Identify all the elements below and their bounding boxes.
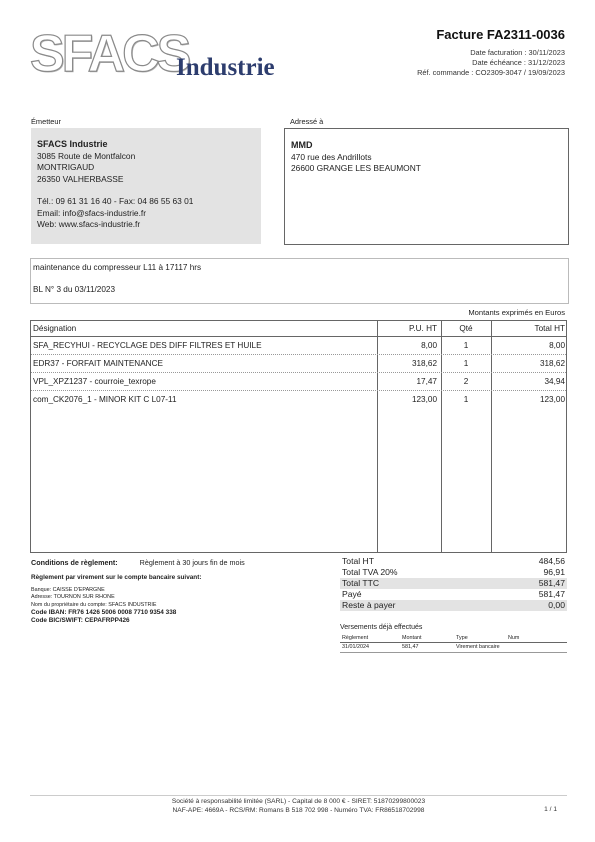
row-qte: 1 xyxy=(463,395,469,404)
recipient-box xyxy=(284,128,569,245)
payments-header-montant: Montant xyxy=(402,635,422,641)
header-total: Total HT xyxy=(534,324,565,333)
total-label: Reste à payer xyxy=(342,600,396,610)
payment-conditions xyxy=(31,558,245,567)
note-line1: maintenance du compresseur L11 à 17117 hrs xyxy=(33,263,202,272)
table-row xyxy=(31,355,566,373)
total-label: Total TVA 20% xyxy=(342,567,398,577)
total-value: 96,91 xyxy=(543,567,565,577)
header-pu: P.U. HT xyxy=(408,324,437,333)
bank-bic: Code BIC/SWIFT: CEPAFRPP426 xyxy=(31,617,130,625)
emitter-label: Émetteur xyxy=(31,117,61,126)
total-label: Total TTC xyxy=(342,578,380,588)
payments-table xyxy=(340,634,567,653)
paid-row xyxy=(340,589,567,600)
payments-header-reglement: Règlement xyxy=(342,635,369,641)
table-row xyxy=(31,337,566,355)
footer-line1: Société à responsabilité limitée (SARL) - Capital de 8 000 € - SIRET: 51870299800023 xyxy=(171,798,426,805)
total-ttc-row xyxy=(340,578,567,589)
payments-title: Versements déjà effectués xyxy=(340,624,423,631)
total-label: Payé xyxy=(342,589,362,599)
emitter-address3: 26350 VALHERBASSE xyxy=(37,173,124,184)
totals-block xyxy=(340,556,567,611)
emitter-address1: 3085 Route de Montfalcon xyxy=(37,150,136,161)
row-designation: SFA_RECYHUI - RECYCLAGE DES DIFF FILTRES ET HUILE xyxy=(33,341,262,350)
row-pu: 123,00 xyxy=(411,395,437,404)
row-designation: EDR37 - FORFAIT MAINTENANCE xyxy=(33,359,163,368)
total-value: 484,56 xyxy=(538,556,565,566)
payment-amount: 581,47 xyxy=(402,644,419,650)
conditions-value: Règlement à 30 jours fin de mois xyxy=(139,558,245,567)
emitter-box xyxy=(31,128,261,244)
total-value: 581,47 xyxy=(538,578,565,588)
table-header xyxy=(31,321,566,337)
payment-date: 31/01/2024 xyxy=(342,644,369,650)
row-designation: VPL_XPZ1237 - courroie_texrope xyxy=(33,377,156,386)
bank-details xyxy=(31,574,201,625)
row-total: 123,00 xyxy=(539,395,565,404)
table-row xyxy=(31,373,566,391)
ref-commande: Réf. commande : CO2309-3047 / 19/09/2023 xyxy=(417,68,565,77)
invoice-meta xyxy=(417,48,565,78)
emitter-name: SFACS Industrie xyxy=(37,139,108,149)
row-qte: 1 xyxy=(463,341,469,350)
page-number: 1 / 1 xyxy=(544,806,557,813)
row-qte: 1 xyxy=(463,359,469,368)
payments-header-type: Type xyxy=(456,635,468,641)
remaining-row xyxy=(340,600,567,611)
recipient-address2: 26600 GRANGE LES BEAUMONT xyxy=(291,163,421,173)
currency-note: Montants exprimés en Euros xyxy=(468,308,565,317)
row-pu: 318,62 xyxy=(411,359,437,368)
logo-industrie: Industrie xyxy=(176,54,275,81)
emitter-web: Web: www.sfacs-industrie.fr xyxy=(37,219,141,229)
bank-address: Adresse: TOURNON SUR RHONE xyxy=(31,594,115,601)
row-designation: com_CK2076_1 - MINOR KIT C L07-11 xyxy=(33,395,177,404)
payment-type: Virement bancaire xyxy=(456,644,500,650)
footer xyxy=(30,798,567,815)
payments-header-num: Num xyxy=(508,635,520,641)
items-table xyxy=(30,320,567,553)
note-line2: BL N° 3 du 03/11/2023 xyxy=(33,285,116,294)
total-value: 581,47 xyxy=(538,589,565,599)
recipient-name: MMD xyxy=(291,140,313,150)
total-label: Total HT xyxy=(342,556,374,566)
total-ht-row xyxy=(340,556,567,567)
recipient-label: Adressé à xyxy=(290,117,324,126)
conditions-label: Conditions de règlement: xyxy=(31,558,118,567)
emitter-phone: Tél.: 09 61 31 16 40 - Fax: 04 86 55 63 01 xyxy=(37,196,194,206)
bank-owner: Nom du propriétaire du compte: SFACS INDUSTRIE xyxy=(31,601,157,608)
footer-line2: NAF-APE: 4669A - RCS/RM: Romans B 518 702 998 - Numéro TVA: FR86518702998 xyxy=(172,806,425,814)
emitter-address2: MONTRIGAUD xyxy=(37,162,95,172)
payments-header xyxy=(340,634,567,643)
recipient-address1: 470 rue des Andrillots xyxy=(291,151,372,162)
emitter-email: Email: info@sfacs-industrie.fr xyxy=(37,207,147,218)
note-box xyxy=(30,258,569,304)
header-designation: Désignation xyxy=(33,324,77,333)
table-row xyxy=(31,391,566,408)
header-qte: Qté xyxy=(459,324,473,333)
payments-row xyxy=(340,643,567,653)
row-pu: 8,00 xyxy=(421,341,437,350)
date-echeance: Date échéance : 31/12/2023 xyxy=(472,58,565,67)
row-pu: 17,47 xyxy=(416,377,437,386)
row-total: 34,94 xyxy=(544,377,565,386)
bank-name: Banque: CAISSE D'EPARGNE xyxy=(31,587,105,594)
logo-sfacs: SFACS xyxy=(30,25,189,83)
footer-divider xyxy=(30,795,567,796)
total-tva-row xyxy=(340,567,567,578)
row-total: 318,62 xyxy=(539,359,565,368)
row-qte: 2 xyxy=(463,377,469,386)
bank-iban: Code IBAN: FR76 1426 5006 0008 7710 9354 338 xyxy=(31,608,177,616)
bank-title: Règlement par virement sur le compte bancaire suivant: xyxy=(31,574,202,581)
invoice-title: Facture FA2311-0036 xyxy=(436,27,565,42)
row-total: 8,00 xyxy=(549,341,565,350)
total-value: 0,00 xyxy=(548,600,565,610)
date-facturation: Date facturation : 30/11/2023 xyxy=(470,48,565,57)
